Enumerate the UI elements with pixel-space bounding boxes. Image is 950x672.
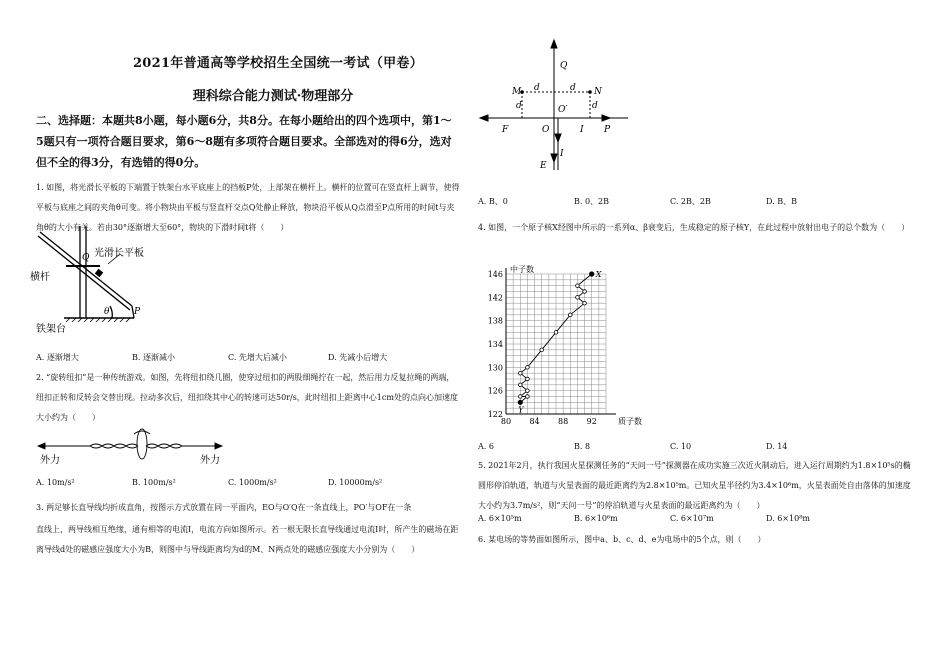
- question-5-options: [478, 514, 918, 523]
- q4-option-c[interactable]: C. 10: [670, 442, 692, 451]
- decay-point: [526, 389, 530, 393]
- label-q3-P: P: [604, 125, 611, 135]
- label-board: 光滑长平板: [94, 248, 144, 259]
- y-tick-label: 142: [487, 293, 503, 303]
- question-5-text: 5. 2021年2月，执行我国火星探测任务的“天问一号”探测器在成功实施三次近火制动后，进入运行周期约为1.8×10⁵s的椭圆形停泊轨道，轨道与火星表面的最近距离约为2.8×10⁵m。已知火星半径约为3.4×10⁶m，火星表面处自由落体的加速度大小约为3.7m/s²，则“天问一号”的停泊轨道与火星表面的最远距离约为（ ）: [478, 461, 911, 510]
- q1-option-c[interactable]: C. 先增大后减小: [228, 353, 287, 362]
- label-stand: 铁架台: [36, 324, 66, 335]
- question-2-figure: [30, 426, 230, 466]
- label-q3-N: N: [594, 87, 602, 97]
- label-q3-I-down: I: [560, 149, 564, 159]
- x-tick-label: 84: [529, 417, 540, 426]
- q4-option-a[interactable]: A. 6: [478, 442, 494, 451]
- decay-point: [518, 400, 522, 404]
- question-6-text: 6. 某电场的等势面如图所示，图中a、b、c、d、e为电场中的5个点，则（ ）: [478, 535, 766, 544]
- x-axis-label: 质子数: [618, 417, 642, 426]
- decay-point: [590, 272, 594, 276]
- label-q3-Q: Q: [560, 61, 568, 71]
- q2-option-b[interactable]: B. 100m/s²: [132, 478, 176, 487]
- label-q3-F: F: [502, 125, 509, 135]
- question-3-figure: [478, 38, 638, 178]
- decay-point: [576, 296, 580, 300]
- label-q3-d-top-right: d: [570, 83, 576, 93]
- label-P: P: [134, 307, 141, 317]
- y-tick-label: 146: [487, 270, 503, 279]
- q2-option-a[interactable]: A. 10m/s²: [36, 478, 75, 487]
- question-4-text: 4. 如图，一个原子核X经图中所示的一系列α、β衰变后，生成稳定的原子核Y，在此过程中放射出电子的总个数为（ ）: [478, 223, 910, 232]
- label-q3-d-left: d: [516, 101, 522, 111]
- label-force-left: 外力: [40, 455, 60, 466]
- q4-option-b[interactable]: B. 8: [574, 442, 591, 451]
- decay-point: [554, 331, 558, 335]
- x-tick-label: 92: [586, 417, 597, 426]
- exam-subtitle: 理科综合能力测试·物理部分: [192, 89, 354, 104]
- label-X: X: [595, 270, 602, 279]
- question-1-figure: [28, 222, 188, 334]
- q3-option-c[interactable]: C. 2B、2B: [670, 197, 711, 206]
- y-tick-label: 126: [487, 386, 503, 396]
- x-tick-label: 88: [558, 417, 569, 426]
- q5-option-b[interactable]: B. 6×10⁶m: [574, 514, 618, 523]
- question-1-options: [36, 352, 456, 363]
- q4-option-d[interactable]: D. 14: [766, 442, 788, 451]
- y-tick-label: 122: [487, 410, 503, 419]
- label-Y: Y: [518, 405, 524, 415]
- decay-point: [518, 371, 522, 375]
- button-disc: [137, 429, 147, 459]
- question-1-text: 1. 如图，将光滑长平板的下端置于铁架台水平底座上的挡板P处，上部架在横杆上。横杆的位置可在竖直杆上调节，使得平板与底座之间的夹角θ可变。将小物块由平板与竖直杆交点Q处静止释放，物块沿平板从Q点滑至P点所用的时间t与夹角θ的大小有关。若由30°逐渐增大至60°，物块的下滑时间t将（ ）: [36, 183, 460, 232]
- label-q3-O: O: [542, 125, 550, 135]
- decay-point: [526, 377, 530, 381]
- decay-point: [568, 313, 572, 317]
- decay-point: [540, 348, 544, 352]
- small-block: [95, 269, 103, 277]
- question-2-options: [36, 478, 456, 487]
- label-q3-M: M: [512, 87, 522, 97]
- y-tick-label: 134: [487, 340, 503, 349]
- exam-title: 2021年普通高等学校招生全国统一考试（甲卷）: [132, 56, 424, 71]
- label-Q: Q: [82, 253, 90, 263]
- y-tick-label: 130: [487, 363, 503, 373]
- decay-point: [576, 284, 580, 288]
- question-3-text-b: 直线上，两导线相互绝缘，通有相等的电流I，电流方向如图所示。若一根无限长直导线通过电流I时，所产生的磁场在距离导线d处的磁感应强度大小为B，则图中与导线距离均为d的M、N两点处的磁感应强度大小分别为（ ）: [36, 525, 459, 554]
- question-4-options: [478, 442, 918, 451]
- y-tick-label: 138: [487, 316, 503, 326]
- q5-option-a[interactable]: A. 6×10⁵m: [478, 514, 522, 523]
- y-axis-label: 中子数: [510, 265, 534, 274]
- label-theta: θ: [104, 307, 110, 317]
- label-q3-E: E: [540, 161, 547, 171]
- label-q3-d-top-left: d: [534, 83, 540, 93]
- q1-option-d[interactable]: D. 先减小后增大: [328, 353, 388, 362]
- decay-point: [518, 395, 522, 399]
- label-rod: 横杆: [30, 272, 50, 283]
- q2-option-c[interactable]: C. 1000m/s²: [228, 478, 277, 487]
- question-2-text: 2. “旋转纽扣”是一种传统游戏。如图，先将纽扣绕几圈，使穿过纽扣的两股细绳拧在一起，然后用力反复拉绳的两端，纽扣正转和反转会交替出现。拉动多次后，纽扣绕其中心的转速可达50r/s，此时纽扣上距离中心1cm处的点向心加速度大小约为（ ）: [36, 373, 458, 422]
- question-3-options: [478, 196, 918, 207]
- label-q3-Oprime: O′: [558, 105, 568, 115]
- q2-option-d[interactable]: D. 10000m/s²: [328, 478, 383, 487]
- q3-option-d[interactable]: D. B、B: [766, 197, 797, 206]
- decay-chart: [478, 262, 642, 432]
- q5-option-c[interactable]: C. 6×10⁷m: [670, 514, 714, 523]
- x-tick-label: 80: [500, 417, 512, 426]
- q1-option-b[interactable]: B. 逐渐减小: [132, 353, 175, 362]
- decay-point: [518, 383, 522, 387]
- decay-point: [526, 366, 530, 370]
- decay-point: [526, 395, 530, 399]
- question-3-text-a: 3. 两足够长直导线均折成直角，按图示方式放置在同一平面内，EO与O′Q在一条直线上，PO′与OF在一条: [36, 503, 412, 512]
- q3-option-a[interactable]: A. B、0: [478, 197, 508, 206]
- q1-option-a[interactable]: A. 逐渐增大: [36, 353, 79, 362]
- label-q3-I-right: I: [580, 125, 584, 135]
- decay-point: [583, 301, 587, 305]
- label-q3-d-right: d: [592, 101, 598, 111]
- q3-option-b[interactable]: B. 0、2B: [574, 197, 610, 206]
- q5-option-d[interactable]: D. 6×10⁸m: [766, 514, 810, 523]
- section-instructions: 二、选择题：本题共8小题，每小题6分，共8分。在每小题给出的四个选项中，第1～5题只有一项符合题目要求，第6～8题有多项符合题目要求。全部选对的得6分，选对但不全的得3分，有选错的得0分。: [36, 114, 452, 169]
- decay-point: [583, 290, 587, 294]
- label-force-right: 外力: [200, 455, 220, 466]
